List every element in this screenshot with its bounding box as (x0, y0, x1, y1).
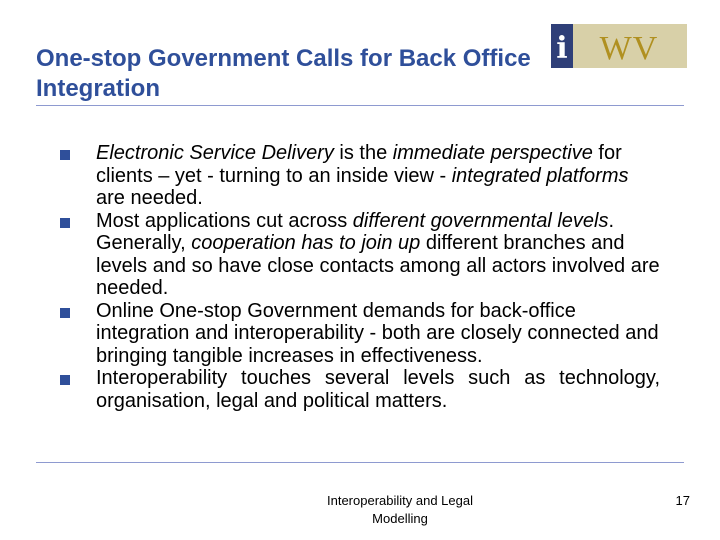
bullet-text: integrated platforms (451, 164, 629, 187)
bullet-text: different branches and levels and so have close contacts among all actors involved are needed. (96, 232, 660, 299)
bullet-list (60, 142, 660, 412)
bullet-item (60, 300, 660, 368)
page-number: 17 (675, 493, 690, 508)
footer-line-1: Interoperability and Legal (327, 493, 473, 508)
iwv-logo (551, 24, 687, 68)
footer-line-2: Modelling (372, 511, 428, 526)
bullet-item (60, 367, 660, 412)
square-bullet-icon (60, 308, 70, 318)
bullet-text: for clients – yet - turning to an inside view - (96, 142, 622, 187)
bullet-text: immediate perspective (392, 142, 593, 164)
title-divider (36, 105, 684, 106)
footer-caption (300, 492, 500, 528)
square-bullet-icon (60, 218, 70, 228)
bullet-text: Electronic Service Delivery (96, 142, 334, 164)
slide-title: One-stop Government Calls for Back Office Integration (36, 45, 531, 102)
bullet-text: cooperation has to join up (191, 232, 421, 254)
footer-divider (36, 462, 684, 463)
bullet-text: . Generally, (96, 209, 615, 254)
bullet-text: are needed. (96, 187, 203, 209)
svg-text:i: i (556, 31, 568, 66)
square-bullet-icon (60, 150, 70, 160)
bullet-text: Online One-stop Government demands for back-office integration and interoperability - both are closely connected and bringing tangible increases in effectiveness. (96, 299, 659, 367)
bullet-text: Interoperability touches several levels such as technology, organisation, legal and political matters. (96, 367, 660, 412)
bullet-text: is the (333, 142, 393, 164)
bullet-text: different governmental levels (352, 209, 609, 232)
bullet-item (60, 142, 660, 210)
bullet-item (60, 210, 660, 300)
square-bullet-icon (60, 375, 70, 385)
bullet-text: Most applications cut across (96, 209, 353, 232)
svg-text:WV: WV (599, 30, 659, 67)
